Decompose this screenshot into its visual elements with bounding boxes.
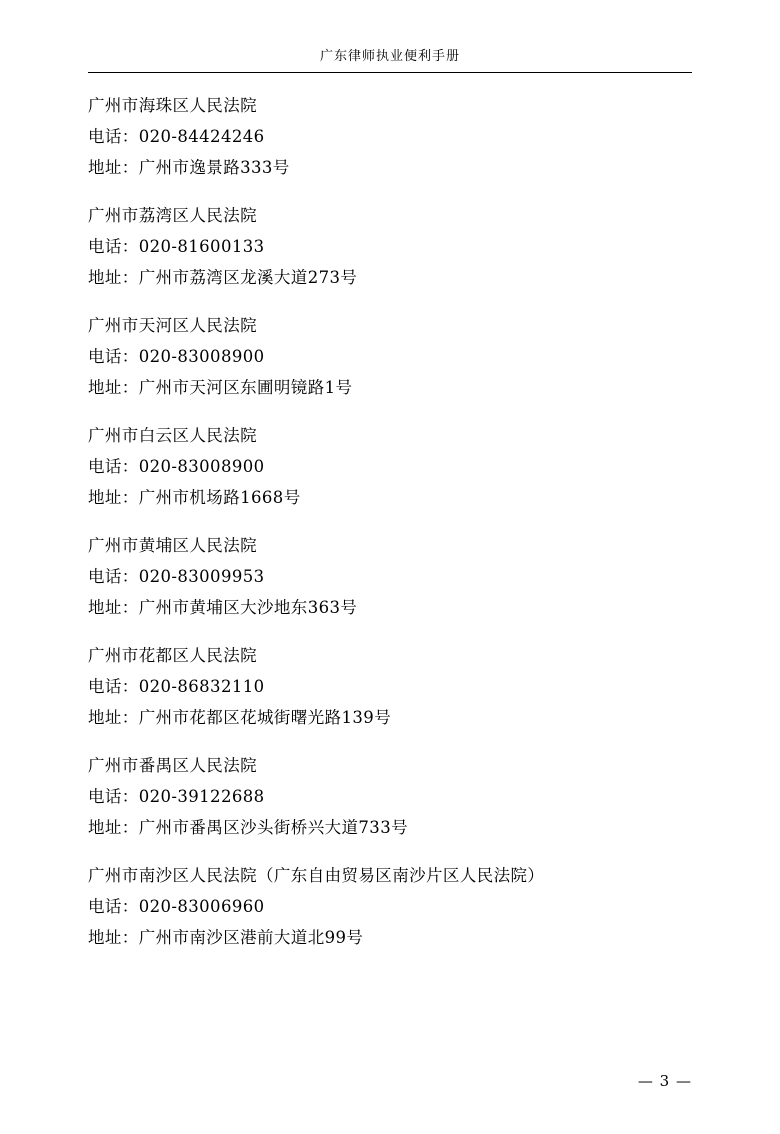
list-item — [88, 90, 692, 183]
court-name: 广州市天河区人民法院 — [88, 316, 257, 335]
header-divider — [88, 72, 692, 73]
court-address: 地址：广州市逸景路333号 — [88, 158, 290, 177]
court-phone: 电话：020-39122688 — [88, 787, 265, 806]
court-name: 广州市黄埔区人民法院 — [88, 536, 257, 555]
court-name: 广州市番禺区人民法院 — [88, 756, 257, 775]
list-item — [88, 860, 692, 953]
court-address: 地址：广州市机场路1668号 — [88, 488, 301, 507]
page-footer — [88, 1072, 692, 1090]
court-phone: 电话：020-86832110 — [88, 677, 265, 696]
court-phone: 电话：020-83006960 — [88, 897, 265, 916]
page-header — [88, 48, 692, 66]
court-phone: 电话：020-81600133 — [88, 237, 265, 256]
page-number: — 3 — — [637, 1072, 692, 1090]
court-name: 广州市海珠区人民法院 — [88, 96, 257, 115]
court-phone: 电话：020-83009953 — [88, 567, 265, 586]
list-item — [88, 200, 692, 293]
court-name: 广州市南沙区人民法院（广东自由贸易区南沙片区人民法院） — [88, 866, 545, 885]
court-address: 地址：广州市荔湾区龙溪大道273号 — [88, 268, 358, 287]
court-phone: 电话：020-83008900 — [88, 347, 265, 366]
list-item — [88, 750, 692, 843]
list-item — [88, 640, 692, 733]
court-address: 地址：广州市黄埔区大沙地东363号 — [88, 598, 358, 617]
court-address: 地址：广州市花都区花城街曙光路139号 — [88, 708, 392, 727]
court-address: 地址：广州市天河区东圃明镜路1号 — [88, 378, 353, 397]
court-phone: 电话：020-83008900 — [88, 457, 265, 476]
court-address: 地址：广州市南沙区港前大道北99号 — [88, 928, 364, 947]
list-item — [88, 310, 692, 403]
list-item — [88, 530, 692, 623]
list-item — [88, 420, 692, 513]
court-name: 广州市荔湾区人民法院 — [88, 206, 257, 225]
court-name: 广州市花都区人民法院 — [88, 646, 257, 665]
header-title: 广东律师执业便利手册 — [319, 49, 460, 64]
court-address: 地址：广州市番禺区沙头街桥兴大道733号 — [88, 818, 408, 837]
court-phone: 电话：020-84424246 — [88, 127, 265, 146]
court-name: 广州市白云区人民法院 — [88, 426, 257, 445]
court-list — [88, 90, 692, 970]
